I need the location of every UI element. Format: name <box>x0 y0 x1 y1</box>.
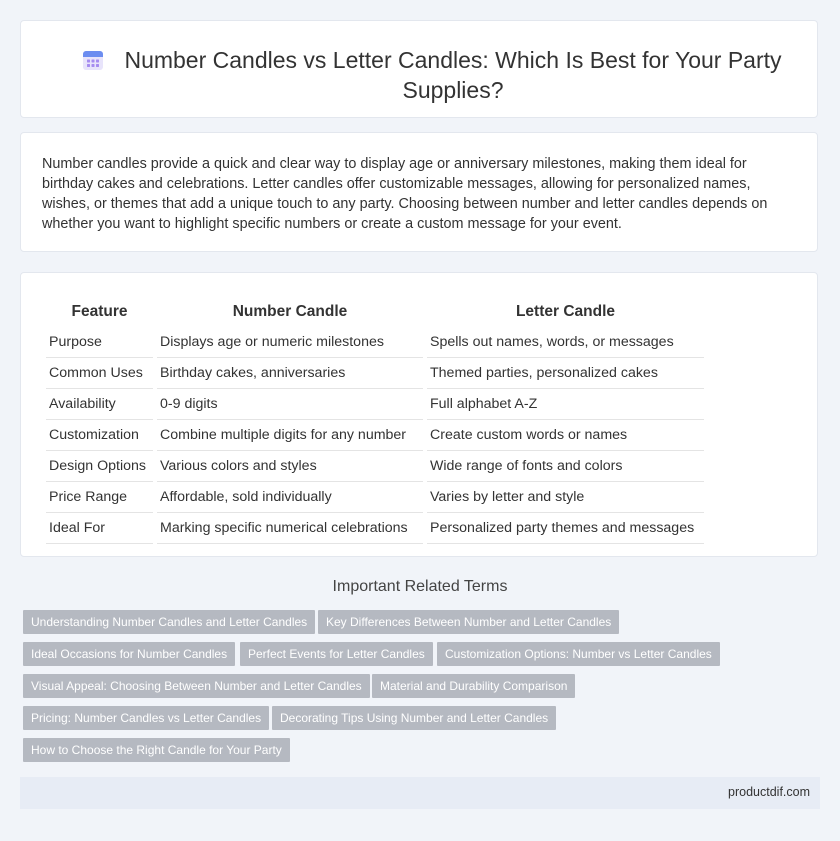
table-cell: Themed parties, personalized cakes <box>427 358 704 389</box>
related-tag[interactable]: Understanding Number Candles and Letter Candles <box>23 610 315 634</box>
header-feature: Feature <box>71 303 128 320</box>
table-row <box>46 420 704 451</box>
header-number-candle: Number Candle <box>232 303 348 320</box>
related-terms-heading: Important Related Terms <box>332 578 508 595</box>
header-letter-candle: Letter Candle <box>515 303 616 320</box>
related-tag[interactable]: Pricing: Number Candles vs Letter Candles <box>23 706 269 730</box>
table-cell: Combine multiple digits for any number <box>157 420 423 451</box>
table-row <box>46 389 704 420</box>
related-tag[interactable]: Visual Appeal: Choosing Between Number and Letter Candles <box>23 674 370 698</box>
table-cell: 0-9 digits <box>157 389 423 420</box>
table-row <box>46 482 704 513</box>
table-cell: Spells out names, words, or messages <box>427 327 704 358</box>
table-cell: Ideal For <box>46 513 153 544</box>
table-cell: Personalized party themes and messages <box>427 513 704 544</box>
comparison-table-card <box>20 272 818 557</box>
related-tag[interactable]: Customization Options: Number vs Letter Candles <box>437 642 720 666</box>
related-tag[interactable]: Decorating Tips Using Number and Letter Candles <box>272 706 556 730</box>
table-cell: Customization <box>46 420 153 451</box>
table-cell: Common Uses <box>46 358 153 389</box>
footer-site-link[interactable]: productdif.com <box>728 785 810 799</box>
table-header-row <box>46 293 704 327</box>
table-row <box>46 327 704 358</box>
table-cell: Displays age or numeric milestones <box>157 327 423 358</box>
table-cell: Affordable, sold individually <box>157 482 423 513</box>
table-cell: Wide range of fonts and colors <box>427 451 704 482</box>
related-tag[interactable]: Ideal Occasions for Number Candles <box>23 642 235 666</box>
intro-paragraph: Number candles provide a quick and clear way to display age or anniversary milestones, making them ideal for birthday cakes and celebrations. Letter candles offer customizable messages, allowing for personalized names, wishes, or themes that add a unique touch to any party. Choosing between number and letter candles depends on whether you want to highlight specific numbers or create a custom message for your event. <box>42 156 768 232</box>
page-title: Number Candles vs Letter Candles: Which Is Best for Your Party Supplies? <box>124 47 782 103</box>
table-cell: Full alphabet A-Z <box>427 389 704 420</box>
table-cell: Availability <box>46 389 153 420</box>
comparison-table <box>42 293 708 544</box>
table-cell: Varies by letter and style <box>427 482 704 513</box>
footer <box>20 777 820 809</box>
table-cell: Create custom words or names <box>427 420 704 451</box>
table-row <box>46 451 704 482</box>
table-row <box>46 513 704 544</box>
table-cell: Various colors and styles <box>157 451 423 482</box>
header-card <box>20 20 818 118</box>
table-cell: Purpose <box>46 327 153 358</box>
table-cell: Marking specific numerical celebrations <box>157 513 423 544</box>
related-tag[interactable]: Material and Durability Comparison <box>372 674 575 698</box>
related-tag[interactable]: Key Differences Between Number and Letter Candles <box>318 610 619 634</box>
related-tag[interactable]: Perfect Events for Letter Candles <box>240 642 433 666</box>
table-cell: Birthday cakes, anniversaries <box>157 358 423 389</box>
table-row <box>46 358 704 389</box>
intro-card <box>20 132 818 252</box>
table-cell: Design Options <box>46 451 153 482</box>
related-tag[interactable]: How to Choose the Right Candle for Your Party <box>23 738 290 762</box>
table-cell: Price Range <box>46 482 153 513</box>
